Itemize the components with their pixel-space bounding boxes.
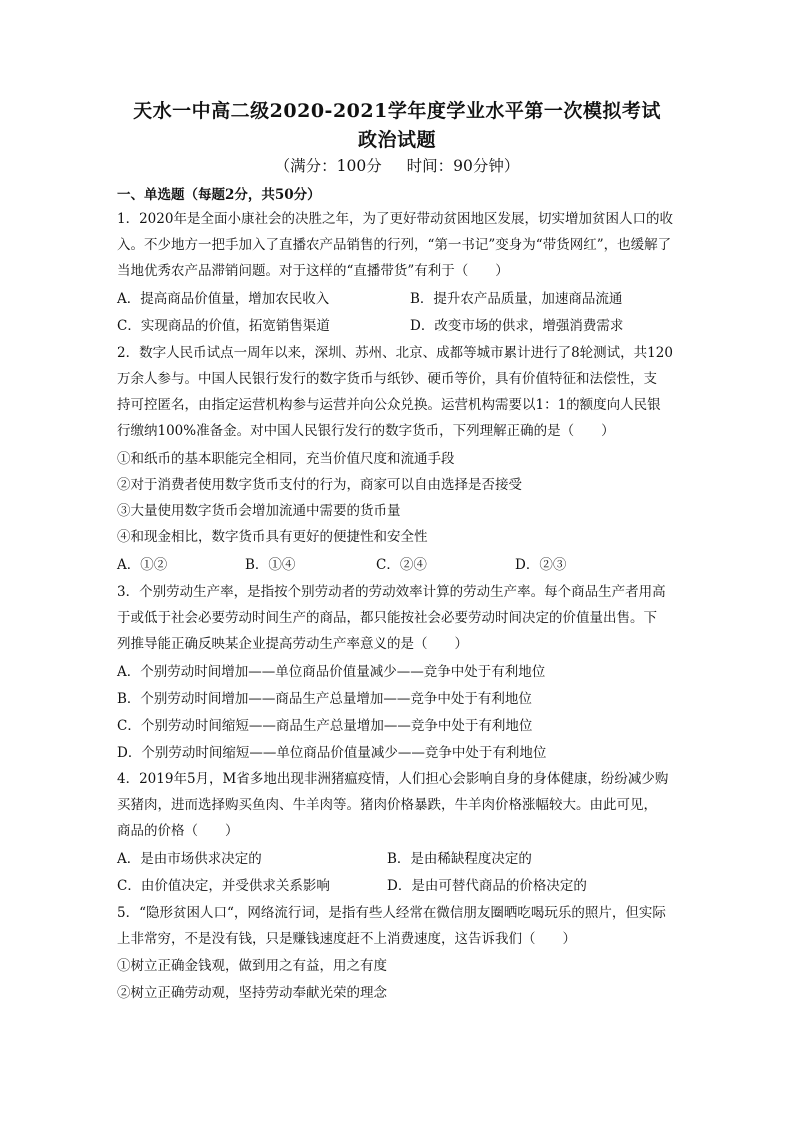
q4-stem-line: 买猪肉，进而选择购买鱼肉、牛羊肉等。猪肉价格暴跌，牛羊肉价格涨幅较大。由此可见， bbox=[117, 797, 657, 813]
q1-stem-line: 1．2020年是全面小康社会的决胜之年，为了更好带动贫困地区发展，切实增加贫困人口的收 bbox=[117, 211, 673, 227]
q2-option-c: C．②④ bbox=[376, 557, 427, 573]
q4-option-c: C．由价值决定，并受供求关系影响 bbox=[117, 878, 330, 894]
q3-option-c: C．个别劳动时间缩短——商品生产总量增加——竞争中处于有利地位 bbox=[117, 718, 533, 734]
q1-option-d: D．改变市场的供求，增强消费需求 bbox=[410, 318, 624, 334]
q3-stem-line: 于或低于社会必要劳动时间生产的商品，都只能按社会必要劳动时间决定的价值量出售。下 bbox=[117, 610, 657, 626]
q2-stem-line: 持可控匿名，由指定运营机构参与运营并向公众兑换。运营机构需要以1：1的额度向人民银 bbox=[117, 397, 661, 413]
q4-option-d: D．是由可替代商品的价格决定的 bbox=[387, 878, 587, 894]
q3-stem-line: 列推导能正确反映某企业提高劳动生产率意义的是（ ） bbox=[117, 636, 468, 652]
q1-option-a: A．提高商品价值量，增加农民收入 bbox=[117, 291, 330, 307]
q5-stem-line: 5．“隐形贫困人口“，网络流行词，是指有些人经常在微信朋友圈晒吃喝玩乐的照片，但实际 bbox=[117, 905, 666, 921]
q3-stem-line: 3．个别劳动生产率，是指按个别劳动者的劳动效率计算的劳动生产率。每个商品生产者用高 bbox=[117, 584, 666, 600]
q1-stem-line: 入。不少地方一把手加入了直播农产品销售的行列，“第一书记”变身为“带货网红”，也缓解了 bbox=[117, 237, 672, 253]
q1-option-c: C．实现商品的价值，拓宽销售渠道 bbox=[117, 318, 330, 334]
q4-option-a: A．是由市场供求决定的 bbox=[117, 851, 262, 867]
q2-option-a: A．①② bbox=[117, 557, 168, 573]
q2-option-b: B．①④ bbox=[245, 557, 296, 573]
q2-option-d: D．②③ bbox=[515, 557, 567, 573]
time-info: 时间：90分钟） bbox=[406, 157, 520, 175]
q2-stem-line: 万余人参与。中国人民银行发行的数字货币与纸钞、硬币等价，具有价值特征和法偿性，支 bbox=[117, 371, 657, 387]
q5-stem-line: 上非常穷，不是没有钱，只是赚钱速度赶不上消费速度，这告诉我们（ ） bbox=[117, 931, 576, 947]
q2-statement: ④和现金相比，数字货币具有更好的便捷性和安全性 bbox=[117, 529, 428, 545]
q4-stem-line: 4．2019年5月，M省多地出现非洲猪瘟疫情，人们担心会影响自身的身体健康，纷纷减少购 bbox=[117, 771, 669, 787]
exam-meta bbox=[0, 154, 794, 176]
q4-option-b: B．是由稀缺程度决定的 bbox=[387, 851, 532, 867]
q4-stem-line: 商品的价格（ ） bbox=[117, 823, 239, 839]
section-heading: 一、单选题（每题2分，共50分） bbox=[117, 187, 321, 203]
q2-statement: ②对于消费者使用数字货币支付的行为，商家可以自由选择是否接受 bbox=[117, 477, 522, 493]
q2-statement: ①和纸币的基本职能完全相同，充当价值尺度和流通手段 bbox=[117, 451, 455, 467]
q2-stem-line: 行缴纳100%准备金。对中国人民银行发行的数字货币，下列理解正确的是（ ） bbox=[117, 423, 615, 439]
exam-subject-title: 政治试题 bbox=[357, 129, 436, 151]
q1-option-b: B．提升农产品质量，加速商品流通 bbox=[410, 291, 623, 307]
q2-statement: ③大量使用数字货币会增加流通中需要的货币量 bbox=[117, 503, 401, 519]
exam-title: 天水一中高二级2020-2021学年度学业水平第一次模拟考试 bbox=[133, 100, 661, 122]
q3-option-d: D．个别劳动时间缩短——单位商品价值量减少——竞争中处于有利地位 bbox=[117, 745, 547, 761]
q1-stem-line: 当地优秀农产品滞销问题。对于这样的“直播带货”有利于（ ） bbox=[117, 263, 509, 279]
q3-option-a: A．个别劳动时间增加——单位商品价值量减少——竞争中处于有利地位 bbox=[117, 664, 546, 680]
q3-option-b: B．个别劳动时间增加——商品生产总量增加——竞争中处于有利地位 bbox=[117, 691, 532, 707]
score-info: （满分：100分 bbox=[274, 157, 382, 175]
q5-statement: ②树立正确劳动观，坚持劳动奉献光荣的理念 bbox=[117, 985, 387, 1001]
q2-stem-line: 2．数字人民币试点一周年以来，深圳、苏州、北京、成都等城市累计进行了8轮测试，共120 bbox=[117, 345, 673, 361]
q5-statement: ①树立正确金钱观，做到用之有益，用之有度 bbox=[117, 958, 387, 974]
